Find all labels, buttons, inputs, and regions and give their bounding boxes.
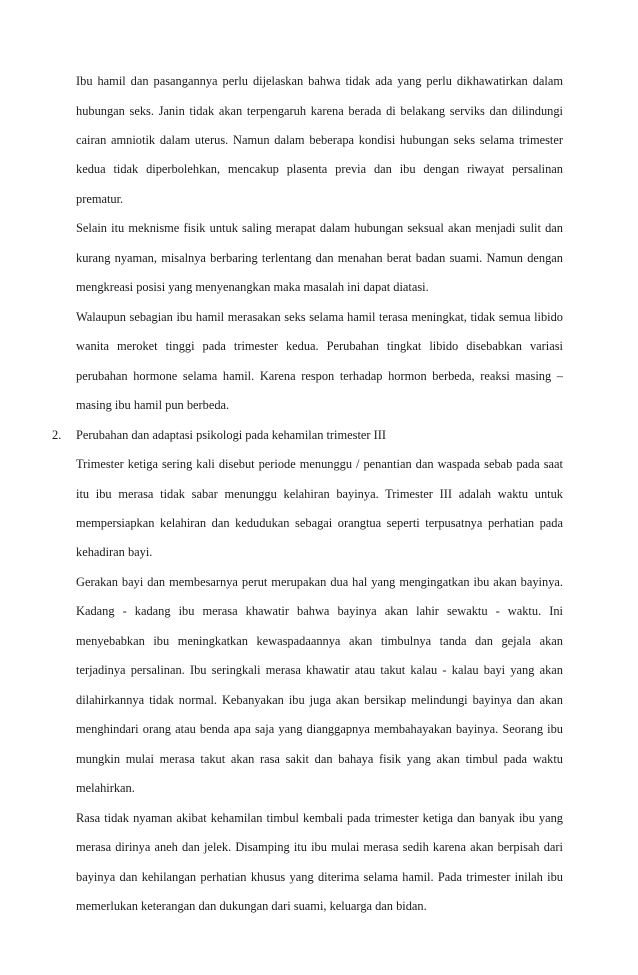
text-line: mungkin mulai merasa takut akan rasa sakit dan bahaya fisik yang akan timbul pada waktu [76,751,563,766]
text-line: bayinya dan kehilangan perhatian khusus yang diterima selama hamil. Pada trimester inilah ibu [76,869,563,884]
text-line: memerlukan keterangan dan dukungan dari suami, keluarga dan bidan. [76,899,427,913]
section-heading [52,427,386,443]
section-number: 2. [52,427,62,442]
text-line: Rasa tidak nyaman akibat kehamilan timbul kembali pada trimester ketiga dan banyak ibu yang [76,810,563,825]
text-line: menghindari orang atau benda apa saja yang dianggapnya membahayakan bayinya. Seorang ibu [76,722,563,737]
text-line: menyebabkan ibu meningkatkan kewaspadaannya akan timbulnya tanda dan gejala akan [76,633,563,648]
text-line: melahirkan. [76,781,135,796]
text-line: perubahan hormone selama hamil. Karena respon terhadap hormon berbeda, reaksi masing – [76,368,563,383]
text-line: kedua tidak diperbolehkan, mencakup plasenta previa dan ibu dengan riwayat persalinan [76,162,563,177]
text-line: wanita meroket tinggi pada trimester kedua. Perubahan tingkat libido disebabkan variasi [76,339,563,354]
text-line: Ibu hamil dan pasangannya perlu dijelaskan bahwa tidak ada yang perlu dikhawatirkan dalam [76,74,563,88]
text-line: Walaupun sebagian ibu hamil merasakan seks selama hamil terasa meningkat, tidak semua libido [76,309,563,324]
text-line: masing ibu hamil pun berbeda. [76,398,230,413]
text-line: Trimester ketiga sering kali disebut periode menunggu / penantian dan waspada sebab pada saat [76,457,563,471]
text-line: dilahirkannya tidak normal. Kebanyakan ibu juga akan bersikap melindungi bayinya dan akan [76,692,563,707]
text-line: terjadinya persalinan. Ibu seringkali merasa khawatir atau takut kalau - kalau bayi yang akan [76,663,563,678]
text-line: mengkreasi posisi yang menyenangkan maka masalah ini dapat diatasi. [76,280,429,295]
text-line: kehadiran bayi. [76,545,153,560]
text-line: itu ibu merasa tidak sabar menunggu kelahiran bayinya. Trimester III adalah waktu untuk [76,486,563,501]
text-line: Kadang - kadang ibu merasa khawatir bahwa bayinya akan lahir sewaktu - waktu. Ini [76,604,563,619]
text-line: merasa dirinya aneh dan jelek. Disamping itu ibu mulai merasa sedih karena akan berpisah dari [76,840,563,855]
text-line: hubungan seks. Janin tidak akan terpengaruh karena berada di belakang serviks dan dilindungi [76,103,563,118]
text-line: prematur. [76,191,124,206]
text-line: cairan amniotik dalam uterus. Namun dalam beberapa kondisi hubungan seks selama trimester [76,132,563,147]
text-line: mempersiapkan kelahiran dan kedudukan sebagai orangtua seperti terpusatnya perhatian pada [76,516,563,530]
text-line: Gerakan bayi dan membesarnya perut merupakan dua hal yang mengingatkan ibu akan bayinya. [76,574,563,589]
section-title: Perubahan dan adaptasi psikologi pada kehamilan trimester III [76,427,387,442]
text-line: kurang nyaman, misalnya berbaring terlentang dan menahan berat badan suami. Namun dengan [76,250,563,265]
text-line: Selain itu meknisme fisik untuk saling merapat dalam hubungan seksual akan menjadi sulit dan [76,221,563,236]
